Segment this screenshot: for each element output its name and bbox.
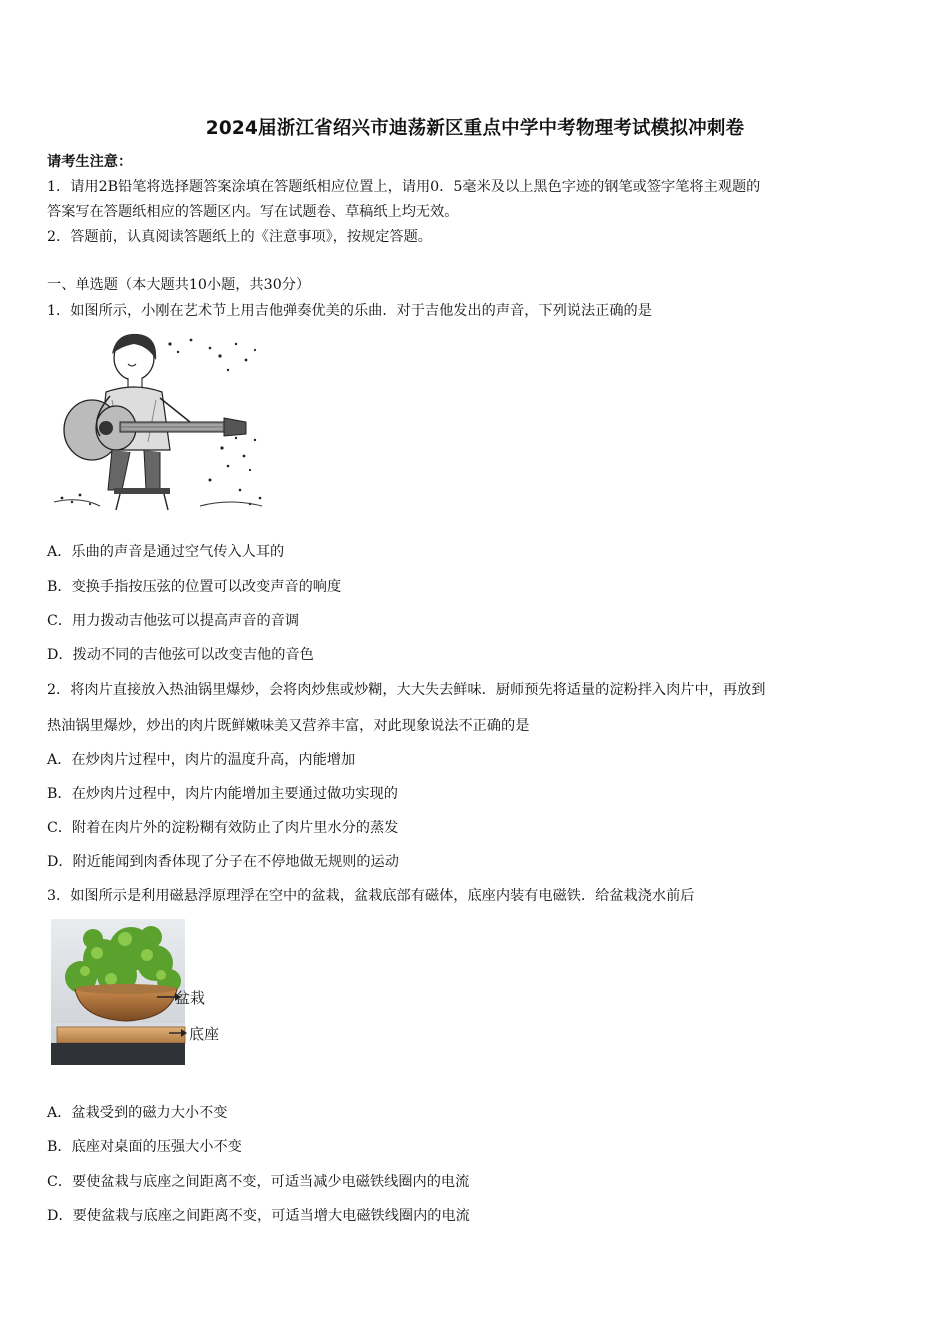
q2-stem-line-2: 热油锅里爆炒，炒出的肉片既鲜嫩味美又营养丰富，对此现象说法不正确的是 [47, 718, 530, 734]
q3-option-b: B．底座对桌面的压强大小不变 [47, 1139, 242, 1155]
section-heading: 一、单选题（本大题共10小题，共30分） [47, 277, 311, 293]
notice-heading: 请考生注意： [47, 154, 133, 170]
guitar-player-image [50, 330, 264, 512]
q1-option-c: C．用力拨动吉他弦可以提高声音的音调 [47, 613, 300, 629]
levitating-plant-image [51, 919, 231, 1065]
guitar-player-illustration [50, 330, 264, 512]
q1-option-b: B．变换手指按压弦的位置可以改变声音的响度 [47, 579, 342, 595]
figure-label-base: 底座 [189, 1025, 220, 1043]
page-title: 2024届浙江省绍兴市迪荡新区重点中学中考物理考试模拟冲刺卷 [205, 118, 745, 139]
q3-option-c: C．要使盆栽与底座之间距离不变，可适当减少电磁铁线圈内的电流 [47, 1174, 470, 1190]
notice-item-1-line-2: 答案写在答题纸相应的答题区内。写在试题卷、草稿纸上均无效。 [47, 204, 459, 220]
q3-stem: 3．如图所示是利用磁悬浮原理浮在空中的盆栽，盆栽底部有磁体，底座内装有电磁铁．给盆栽浇水前后 [47, 888, 695, 904]
q2-stem-line-1: 2．将肉片直接放入热油锅里爆炒，会将肉炒焦或炒糊，大大失去鲜味．厨师预先将适量的淀粉拌入肉片中，再放到 [47, 682, 766, 698]
q2-option-d: D．附近能闻到肉香体现了分子在不停地做无规则的运动 [47, 854, 399, 870]
notice-item-1-line-1: 1．请用2B铅笔将选择题答案涂填在答题纸相应位置上，请用0．5毫米及以上黑色字迹的钢笔或签字笔将主观题的 [47, 179, 761, 195]
q1-option-a: A．乐曲的声音是通过空气传入人耳的 [47, 544, 285, 560]
q2-option-a: A．在炒肉片过程中，肉片的温度升高，内能增加 [47, 752, 356, 768]
q3-option-d: D．要使盆栽与底座之间距离不变，可适当增大电磁铁线圈内的电流 [47, 1208, 470, 1224]
q3-option-a: A．盆栽受到的磁力大小不变 [47, 1105, 228, 1121]
q1-stem: 1．如图所示，小刚在艺术节上用吉他弹奏优美的乐曲．对于吉他发出的声音，下列说法正确的是 [47, 303, 652, 319]
q2-option-b: B．在炒肉片过程中，肉片内能增加主要通过做功实现的 [47, 786, 398, 802]
q1-option-d: D．拨动不同的吉他弦可以改变吉他的音色 [47, 647, 314, 663]
notice-item-2: 2．答题前，认真阅读答题纸上的《注意事项》，按规定答题。 [47, 229, 432, 245]
q2-option-c: C．附着在肉片外的淀粉糊有效防止了肉片里水分的蒸发 [47, 820, 399, 836]
figure-label-pot: 盆栽 [175, 989, 206, 1007]
